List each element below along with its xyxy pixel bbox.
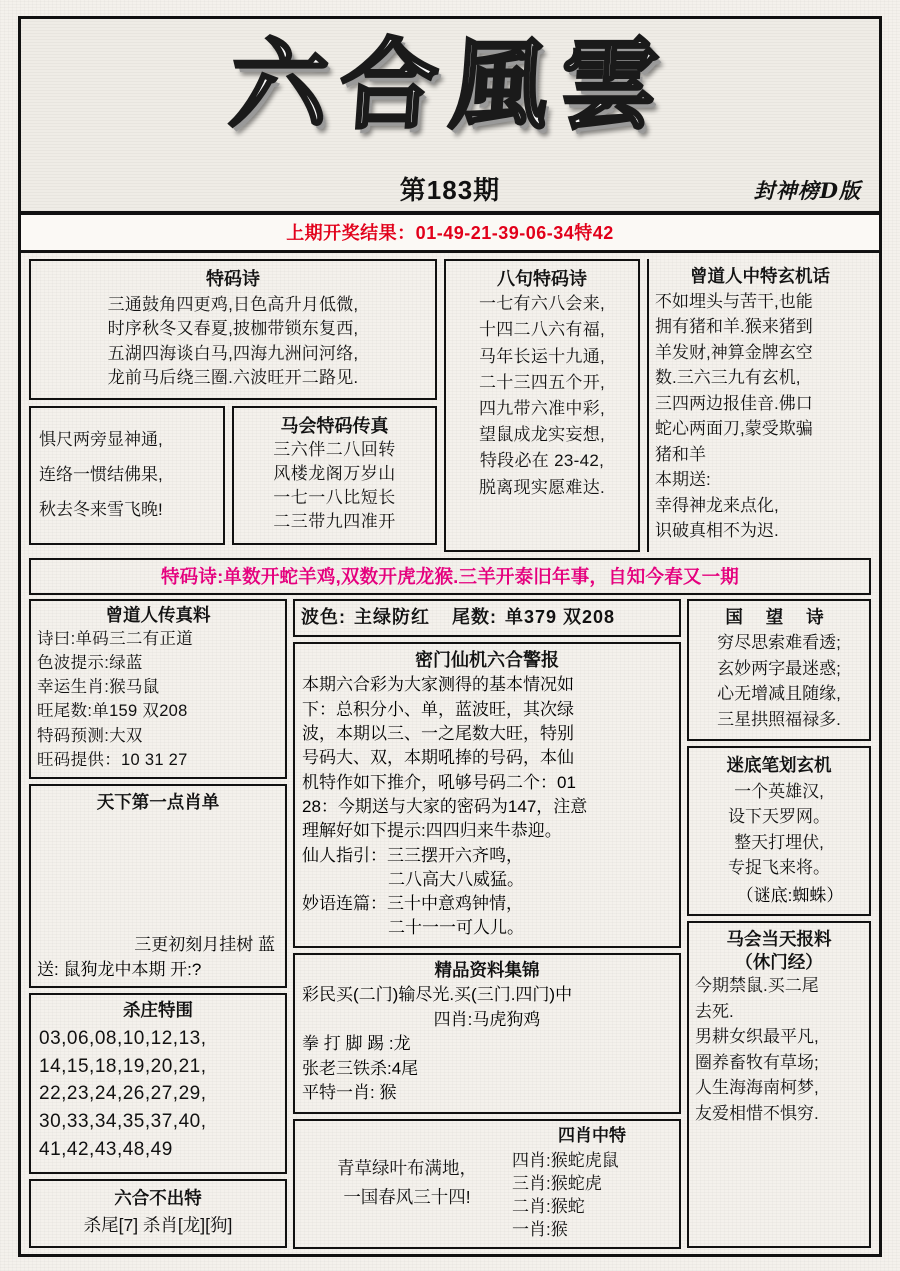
- mahui-today-line: 男耕女织最平凡,: [695, 1027, 819, 1047]
- tema-poem-box: [29, 259, 437, 400]
- sixiao-row: 二肖:猴蛇: [512, 1196, 585, 1216]
- mimen-xianji-box: [293, 642, 681, 948]
- tianxia-spacer: [37, 818, 279, 930]
- mimen-paragraph-line: 28：今期送与大家的密码为147，注意: [302, 796, 588, 816]
- sixiao-row: 四肖:猴蛇虎鼠: [512, 1150, 619, 1170]
- mahui-today-title-line1: 马会当天报料: [726, 928, 832, 949]
- zengdaoren-fax-title: 曾道人传真料: [105, 604, 211, 625]
- mahui-fax-line: 风楼龙阁万岁山: [273, 464, 396, 484]
- fax-row: 特码预测:大双: [37, 726, 143, 745]
- bose-weishu-box: [293, 599, 681, 638]
- bose-value: 主绿防红: [354, 606, 430, 627]
- jingpin-line-5: 平特一肖: 猴: [302, 1083, 397, 1103]
- tema-poem-line: 五湖四海谈白马,四海九洲问河络,: [107, 343, 359, 363]
- pink-banner-text: 特码诗:单数开蛇羊鸡,双数开虎龙猴.三羊开泰旧年事，自知今春又一期: [160, 565, 740, 587]
- mahui-today-title-line2: （休门经）: [735, 951, 823, 972]
- guowang-poem-title: 国 望 诗: [725, 606, 833, 627]
- tema-poem-line: 时序秋冬又春夏,披枷带锁东复西,: [107, 319, 359, 339]
- sixiao-row: 三肖:猴蛇虎: [512, 1173, 602, 1193]
- xianren-guide-line-2: 二八高大八威猛。: [388, 869, 524, 889]
- fax-row: 色波提示:绿蓝: [37, 654, 143, 673]
- tianxia-box: [29, 784, 287, 989]
- xuanji-line: 本期送:: [655, 470, 711, 490]
- mimen-paragraph-line: 理解好如下提示:四四归来牛恭迎。: [302, 821, 562, 841]
- shazhuang-number-line: 22,23,24,26,27,29,: [39, 1083, 207, 1105]
- eight-poem-line: 一七有六八会来,: [478, 294, 606, 314]
- eight-line-poem-title: 八句特码诗: [497, 269, 587, 289]
- tema-poem-line: 三通鼓角四更鸡,日色高升月低微,: [107, 295, 359, 315]
- issue-number: 第183期: [399, 175, 501, 205]
- guowang-poem-box: [687, 599, 871, 742]
- midi-line: 专捉飞来将。: [728, 858, 830, 878]
- bottom-left-column: [29, 599, 287, 1248]
- jingpin-line-2: 四肖:马虎狗鸡: [433, 1009, 541, 1029]
- miaoyu-row: [302, 892, 672, 916]
- bottom-mid-column: [293, 599, 681, 1248]
- juchi-line: 秋去冬来雪飞晚!: [39, 500, 163, 520]
- xuanji-line: 幸得神龙来点化,: [655, 495, 779, 515]
- poster-outer-frame: [18, 16, 882, 1257]
- qingcao-line-2: 一国春风三十四!: [343, 1186, 471, 1207]
- eight-poem-line: 望鼠成龙实妄想,: [478, 425, 606, 445]
- qingcao-sixiao-box: [293, 1119, 681, 1249]
- mimen-paragraph-line: 下：总积分小、单，蓝波旺，其次绿: [302, 699, 574, 719]
- fax-row: 旺尾数:单159 双208: [37, 702, 188, 721]
- guowang-line: 穷尽思索难看透;: [717, 633, 841, 653]
- xuanji-line: 羊发财,神算金牌玄空: [655, 342, 813, 362]
- shazhuang-box: [29, 993, 287, 1173]
- last-draw-result-text: 上期开奖结果：01-49-21-39-06-34特42: [286, 223, 614, 243]
- xuanji-line: 猪和羊: [655, 444, 706, 464]
- mahui-today-line: 今期禁鼠.买二尾: [695, 976, 819, 996]
- bottom-right-column: [687, 599, 871, 1248]
- eight-poem-line: 二十三四五个开,: [478, 372, 606, 392]
- mimen-paragraph-line: 本期六合彩为大家测得的基本情况如: [302, 675, 574, 695]
- tianxia-line-2: 送: 鼠狗龙中本期 开:?: [37, 960, 202, 980]
- fax-row: 幸运生肖:猴马鼠: [37, 678, 160, 697]
- top-panels: [21, 253, 879, 556]
- mahui-fax-line: 二三带九四准开: [273, 512, 396, 532]
- qingcao-line-1: 青草绿叶布满地，: [337, 1158, 477, 1179]
- tema-poem-title: 特码诗: [206, 269, 260, 289]
- tianxia-line-1: 三更初刻月挂树 蓝: [134, 935, 275, 955]
- sixiao-zhongte-title: 四肖中特: [558, 1125, 626, 1145]
- xuanji-line: 拥有猪和羊.猴来猪到: [655, 317, 813, 337]
- xuanji-line: 数.三六三九有玄机,: [655, 368, 801, 388]
- midi-answer: （谜底:蜘蛛）: [736, 885, 844, 905]
- xuanji-line: 三四两边报佳音.佛口: [655, 393, 813, 413]
- zengdaoren-xuanji-title: 曾道人中特玄机话: [690, 266, 830, 286]
- miaoyu-line-2: 二十一一可人儿。: [388, 918, 524, 938]
- top-right-group: [647, 259, 871, 552]
- midi-bihua-box: [687, 746, 871, 916]
- eight-poem-line: 四九带六准中彩,: [478, 398, 606, 418]
- xianren-guide-line-1: 三三摆开六齐鸣，: [387, 845, 523, 865]
- guowang-line: 心无增减且随缘,: [717, 684, 841, 704]
- miaoyu-line-1: 三十中意鸡钟情，: [387, 894, 523, 914]
- qingcao-verse: [302, 1125, 512, 1241]
- mahui-fax-box: [232, 406, 437, 545]
- midi-line: 整天打埋伏,: [734, 832, 824, 852]
- liuhe-bucu-line: 杀尾[7] 杀肖[龙][狗]: [83, 1215, 233, 1236]
- shazhuang-number-line: 03,06,08,10,12,13,: [39, 1027, 207, 1049]
- juchi-line: 惧尺两旁显神通,: [39, 430, 163, 449]
- shazhuang-number-line: 41,42,43,48,49: [39, 1138, 173, 1160]
- guowang-line: 玄妙两字最迷惑;: [717, 658, 841, 678]
- eight-poem-line: 十四二八六有福,: [478, 320, 606, 340]
- bose-label: 波色:: [301, 606, 346, 627]
- juchi-verse-box: [29, 406, 225, 545]
- mahui-today-line: 去死.: [695, 1001, 734, 1021]
- eight-poem-line: 马年长运十九通,: [478, 346, 606, 366]
- xuanji-line: 蛇心两面刀,蒙受欺骗: [655, 419, 813, 439]
- midi-line: 一个英雄汉,: [734, 781, 824, 801]
- jingpin-line-3: 拳 打 脚 踢 :龙: [302, 1034, 411, 1054]
- tema-poem-line: 龙前马后绕三圈.六波旺开二路见.: [107, 367, 359, 387]
- eight-poem-line: 脱离现实愿难达.: [478, 477, 606, 497]
- tianxia-title: 天下第一点肖单: [96, 791, 220, 812]
- mahui-today-line: 人生海海南柯梦,: [695, 1078, 819, 1098]
- weishu-label: 尾数:: [452, 606, 497, 627]
- jingpin-title: 精品资料集锦: [434, 959, 540, 980]
- top-mid-group: [444, 259, 640, 552]
- jingpin-box: [293, 953, 681, 1114]
- liuhe-bucu-box: [29, 1179, 287, 1248]
- juchi-line: 连络一惯结佛果,: [39, 465, 163, 485]
- mimen-paragraph-line: 号码大、双，本期吼捧的号码，本仙: [302, 748, 574, 768]
- eight-poem-line: 特段必在 23-42,: [479, 451, 605, 471]
- xuanji-line: 识破真相不为迟.: [655, 521, 779, 541]
- shazhuang-number-line: 30,33,34,35,37,40,: [39, 1111, 207, 1133]
- midi-bihua-title: 迷底笔划玄机: [726, 755, 832, 776]
- fax-row: 诗曰:单码三二有正道: [37, 630, 194, 649]
- poster-header: [21, 19, 879, 215]
- zengdaoren-xuanji-box: [647, 259, 871, 552]
- mimen-paragraph-line: 机特作如下推介，吼够号码二个：01: [302, 772, 576, 792]
- xuanji-line: 不如埋头与苦干,也能: [655, 291, 813, 311]
- xianren-guide-row: [302, 844, 672, 868]
- jingpin-line-4: 张老三铁杀:4尾: [302, 1058, 419, 1078]
- mahui-today-line: 友爱相惜不惧穷.: [695, 1103, 819, 1123]
- bose-weishu-row: [301, 605, 673, 631]
- jingpin-line-1: 彩民买(二门)输尽光.买(三门.四门)中: [302, 985, 573, 1005]
- weishu-value: 单379 双208: [505, 606, 616, 627]
- sixiao-row: 一肖:猴: [512, 1219, 568, 1239]
- mahui-fax-title: 马会特码传真: [280, 415, 389, 436]
- pink-highlight-banner: [29, 558, 871, 595]
- bottom-panels: [21, 595, 879, 1254]
- shazhuang-number-line: 14,15,18,19,20,21,: [39, 1055, 207, 1077]
- xianren-guide-label: 仙人指引：: [302, 845, 387, 865]
- mimen-paragraph-line: 波，本期以三、一之尾数大旺，特别: [302, 724, 574, 744]
- sixiao-zhongte-group: [512, 1125, 672, 1241]
- eight-line-poem-box: [444, 259, 640, 552]
- zengdaoren-fax-box: [29, 599, 287, 779]
- mahui-fax-line: 三六伴二八回转: [273, 440, 396, 460]
- top-left-group: [29, 259, 437, 552]
- top-left-row2: [29, 406, 437, 545]
- miaoyu-label: 妙语连篇：: [302, 894, 387, 914]
- guowang-line: 三星拱照福禄多.: [717, 709, 841, 729]
- mimen-title: 密门仙机六合警报: [415, 650, 559, 671]
- mahui-today-box: [687, 921, 871, 1248]
- midi-line: 设下天罗网。: [728, 807, 830, 827]
- liuhe-bucu-title: 六合不出特: [114, 1187, 202, 1208]
- mahui-today-line: 圈养畜牧有草场;: [695, 1052, 819, 1072]
- fax-row: 旺码提供：10 31 27: [37, 750, 188, 769]
- last-draw-result-bar: [21, 215, 879, 253]
- shazhuang-title: 杀庄特围: [123, 1000, 193, 1021]
- poster-logo-title: 六合風雲: [226, 29, 675, 143]
- edition-label: 封神榜D版: [753, 178, 861, 203]
- mahui-fax-line: 一七一八比短长: [273, 488, 396, 508]
